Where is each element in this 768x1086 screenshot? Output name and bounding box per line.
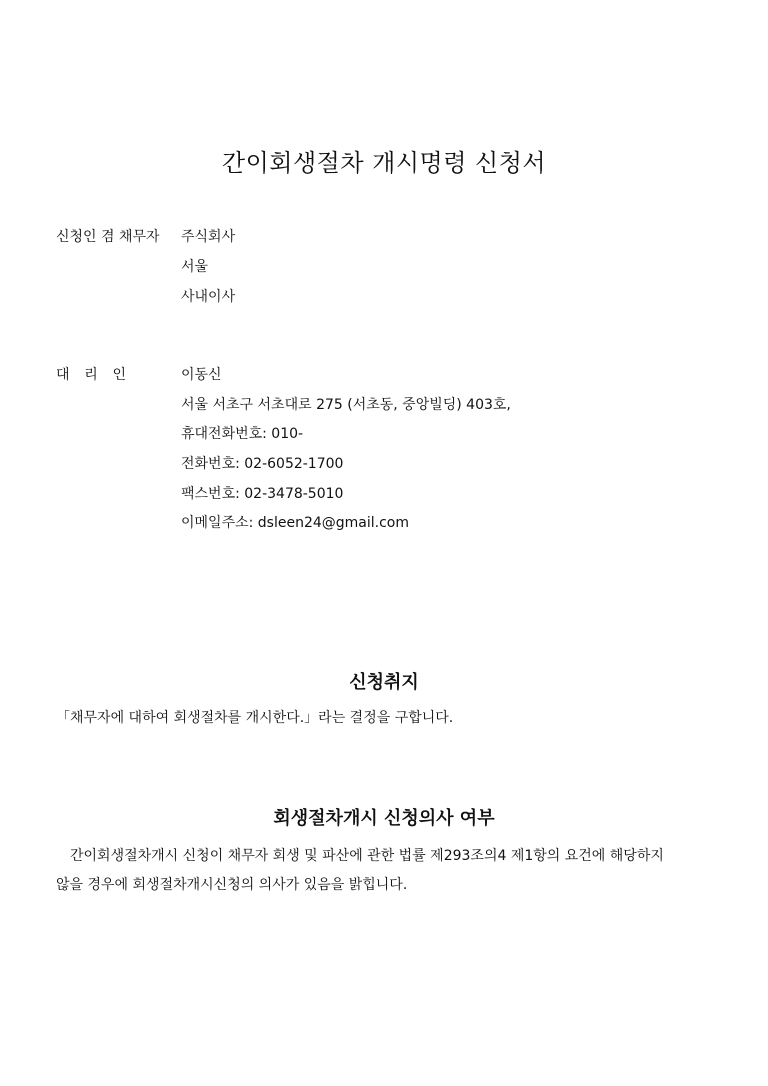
agent-label-char-3: 인 [112,367,126,383]
agent-label-char-2: 리 [84,367,98,383]
document-title: 간이회생절차 개시명령 신청서 [221,149,547,177]
agent-label-char-1: 대 [56,367,70,383]
applicant-label: 신청인 겸 채무자 [56,229,160,245]
intent-heading: 회생절차개시 신청의사 여부 [273,808,495,829]
intent-text-line-2: 않을 경우에 회생절차개시신청의 의사가 있음을 밝힙니다. [56,877,408,893]
agent-label [56,366,126,384]
agent-address: 서울 서초구 서초대로 275 (서초동, 중앙빌딩) 403호, [181,397,511,413]
agent-email: 이메일주소: dsleen24@gmail.com [181,515,410,531]
purpose-text: 「채무자에 대하여 회생절차를 개시한다.」라는 결정을 구합니다. [56,710,454,726]
agent-name: 이동신 [181,367,222,383]
agent-phone: 전화번호: 02-6052-1700 [181,456,344,472]
applicant-representative: 사내이사 [181,289,236,305]
agent-mobile: 휴대전화번호: 010- [181,426,304,442]
applicant-company: 주식회사 [181,229,236,245]
agent-fax: 팩스번호: 02-3478-5010 [181,486,344,502]
applicant-address: 서울 [181,259,209,275]
purpose-heading: 신청취지 [349,672,419,693]
intent-text-line-1: 간이회생절차개시 신청이 채무자 회생 및 파산에 관한 법률 제293조의4 제1항의 요건에 해당하지 [70,848,664,864]
